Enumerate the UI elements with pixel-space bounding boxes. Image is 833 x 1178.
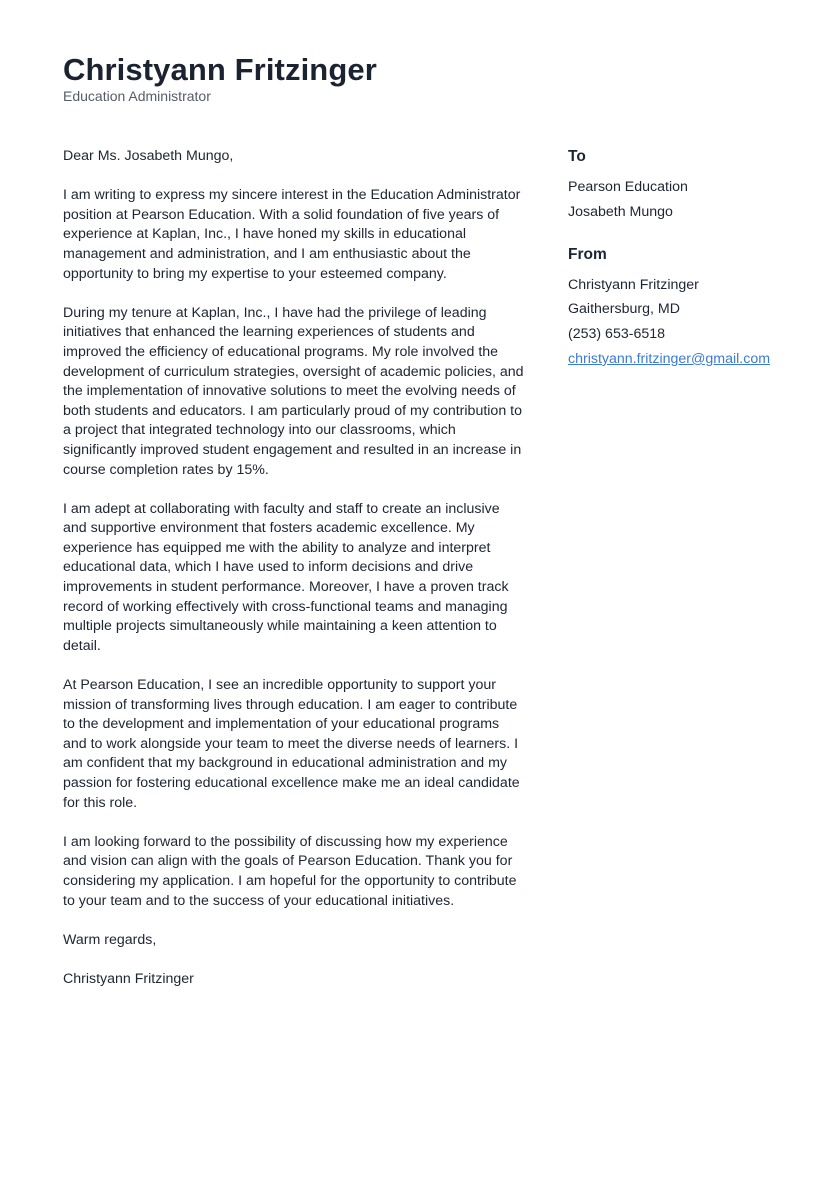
sender-email-link[interactable]: christyann.fritzinger@gmail.com — [568, 350, 771, 367]
from-heading: From — [568, 245, 607, 263]
letter-paragraph-2: During my tenure at Kaplan, Inc., I have had the privilege of leading initiatives that enhanced the learning experiences of students and improved the efficiency of educational programs. My role involved the development of curriculum strategies, oversight of academic policies, and the implementation of innovative solutions to meet the evolving needs of both students and educators. I am particularly proud of my contribution to a project that integrated technology into our classrooms, which significantly improved student engagement and resulted in an increase in course completion rates by 15%. — [63, 304, 524, 478]
sender-name: Christyann Fritzinger — [568, 276, 699, 293]
job-title: Education Administrator — [63, 88, 211, 104]
sender-phone: (253) 653-6518 — [568, 326, 666, 343]
recipient-name: Josabeth Mungo — [568, 203, 673, 220]
contact-sidebar — [568, 147, 808, 372]
letter-paragraph-5: I am looking forward to the possibility of discussing how my experience and vision can align with the goals of Pearson Education. Thank you for considering my application. I am hopeful for the opportunity to contribute to your team and to the success of your educational initiatives. — [63, 833, 517, 909]
signature: Christyann Fritzinger — [63, 970, 194, 987]
letter-paragraph-3: I am adept at collaborating with faculty and staff to create an inclusive and supportive environment that fosters academic excellence. My experience has equipped me with the ability to analyze and interpret educational data, which I have used to inform decisions and drive improvements in student performance. Moreover, I have a proven track record of working effectively with cross-functional teams and managing multiple projects simultaneously while maintaining a keen attention to detail. — [63, 500, 509, 654]
salutation: Dear Ms. Josabeth Mungo, — [63, 148, 234, 164]
resume-header — [63, 52, 763, 105]
sender-email-row — [568, 347, 808, 372]
from-section — [568, 245, 808, 372]
sender-location: Gaithersburg, MD — [568, 301, 680, 318]
letter-body — [63, 147, 525, 1009]
to-heading: To — [568, 148, 586, 165]
letter-paragraph-1: I am writing to express my sincere interest in the Education Administrator position at Pearson Education. With a solid foundation of five years of experience at Kaplan, Inc., I have honed my skills in educational management and administration, and I am enthusiastic about the opportunity to bring my expertise to your esteemed company. — [63, 187, 521, 282]
letter-paragraph-4: At Pearson Education, I see an incredible opportunity to support your mission of transforming lives through education. I am eager to contribute to the development and implementation of your educational programs and to work alongside your team to meet the diverse needs of learners. I am confident that my background in educational administration and my passion for fostering educational excellence make me an ideal candidate for this role. — [63, 677, 520, 811]
sender-name-title: Christyann Fritzinger — [63, 52, 377, 87]
closing: Warm regards, — [63, 931, 157, 948]
to-section — [568, 147, 808, 225]
recipient-company: Pearson Education — [568, 179, 688, 195]
